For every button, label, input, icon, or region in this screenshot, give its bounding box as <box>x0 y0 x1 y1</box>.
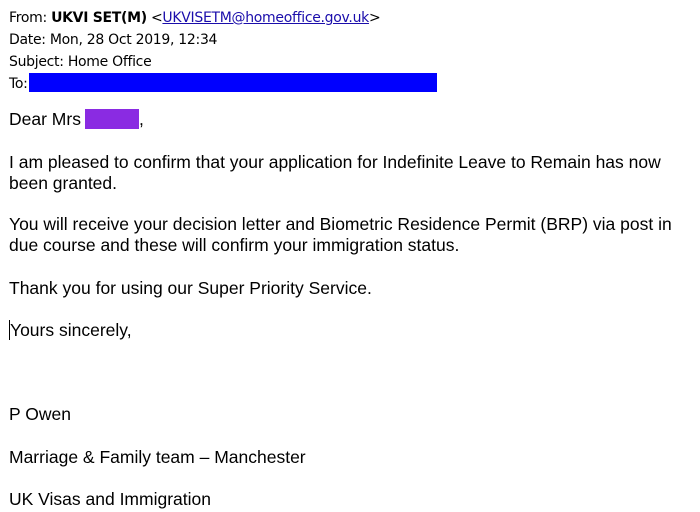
signer-name: P Owen <box>9 404 71 424</box>
to-line <box>9 73 437 95</box>
organisation-name: UK Visas and Immigration <box>9 489 211 509</box>
from-label: From: <box>9 10 47 26</box>
team-name: Marriage & Family team – Manchester <box>9 447 306 467</box>
redacted-name <box>85 109 139 129</box>
subject-label: Subject: <box>9 54 64 70</box>
from-line <box>9 7 437 29</box>
date-label: Date: <box>9 32 46 48</box>
to-label: To: <box>9 76 28 92</box>
email-open-bracket: < <box>150 10 163 26</box>
closing-text: Yours sincerely, <box>10 320 132 340</box>
confirmation-paragraph: I am pleased to confirm that your application for Indefinite Leave to Remain has now been granted. <box>9 152 661 193</box>
date-line <box>9 29 437 51</box>
thanks-paragraph: Thank you for using our Super Priority Service. <box>9 278 372 298</box>
subject-line <box>9 51 437 73</box>
redacted-recipient <box>29 73 437 92</box>
subject-value: Home Office <box>67 54 152 70</box>
greeting <box>9 109 693 130</box>
greeting-text: Dear Mrs <box>9 109 81 129</box>
email-close-bracket: > <box>368 10 381 26</box>
email-header <box>9 7 437 95</box>
decision-letter-paragraph: You will receive your decision letter and Biometric Residence Permit (BRP) via post in due course and these will confirm your immigration status. <box>9 214 672 255</box>
sender-email-link[interactable]: UKVISETM@homeoffice.gov.uk <box>162 10 369 26</box>
greeting-comma: , <box>138 109 144 129</box>
date-value: Mon, 28 Oct 2019, 12:34 <box>49 32 218 48</box>
sender-name: UKVI SET(M) <box>51 10 147 26</box>
closing-line <box>9 320 693 341</box>
